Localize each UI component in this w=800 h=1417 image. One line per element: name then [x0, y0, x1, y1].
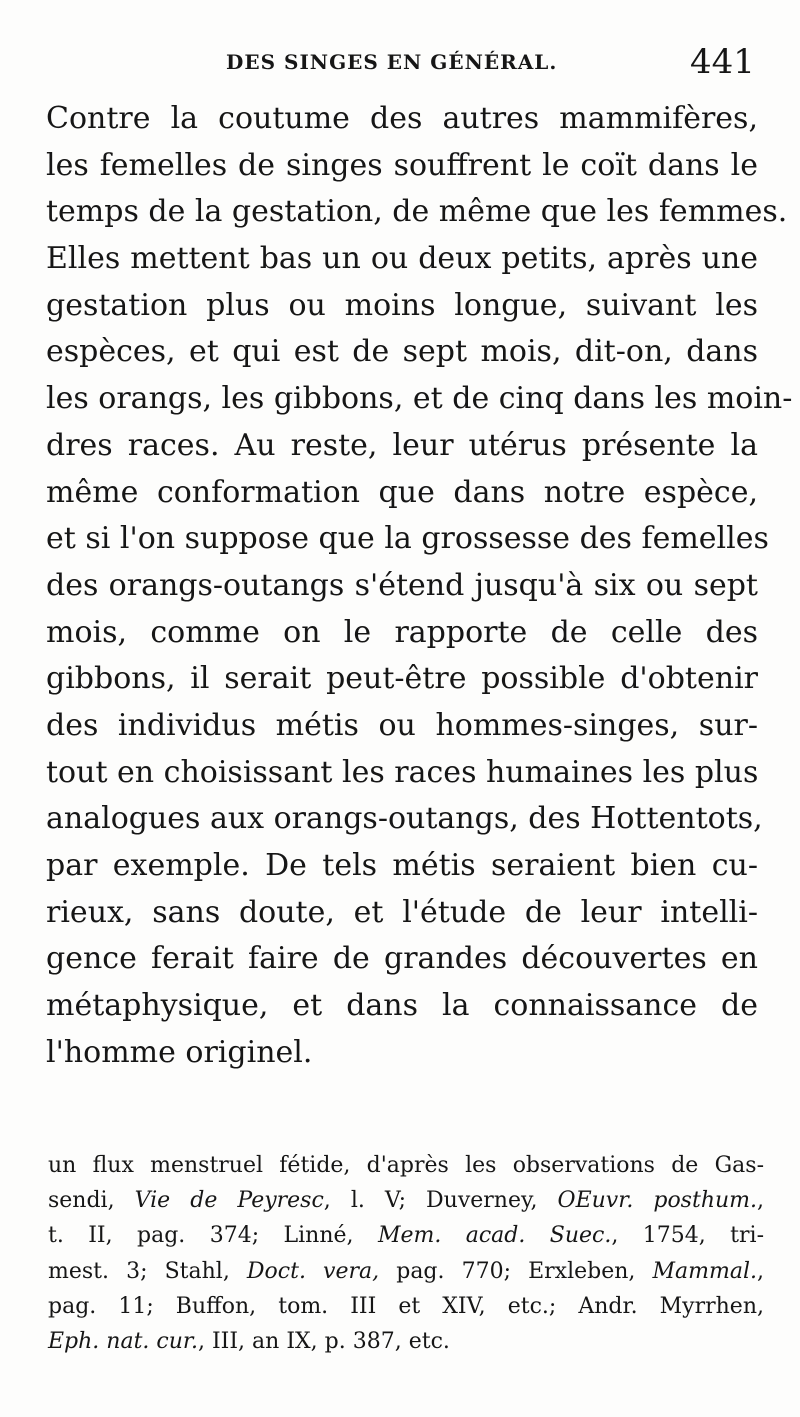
text-line: par exemple. De tels métis seraient bien cu-	[46, 848, 758, 883]
text-line: gibbons, il serait peut-être possible d'obtenir	[46, 661, 758, 697]
text-line: temps de la gestation, de même que les femmes.	[46, 194, 788, 230]
footnote-title: Vie de Peyresc	[134, 1188, 324, 1214]
text-line: tout en choisissant les races humaines les plus	[46, 754, 759, 790]
text-line: Elles mettent bas un ou deux petits, après une	[46, 241, 758, 277]
footnote-text: t. II, pag. 374; Linné,	[48, 1223, 378, 1249]
footnote-text: , 1754, tri-	[611, 1223, 764, 1249]
text-line: gestation plus ou moins longue, suivant les	[46, 287, 758, 323]
footnote-line	[48, 1183, 764, 1218]
text-line: analogues aux orangs-outangs, des Hottentots,	[46, 801, 763, 837]
footnote-title: Eph. nat. cur.	[48, 1328, 198, 1354]
text-line: métaphysique, et dans la connaissance de	[46, 988, 758, 1024]
text-line: les femelles de singes souffrent le coït dans le	[46, 147, 758, 183]
footnote-title: Doct. vera,	[246, 1258, 380, 1284]
footnote-title: OEuvr. posthum.	[557, 1188, 758, 1214]
footnote-line	[48, 1324, 764, 1359]
footnote-line	[48, 1254, 764, 1289]
page-number: 441	[690, 42, 755, 82]
running-head: DES SINGES EN GÉNÉRAL.	[226, 50, 558, 74]
footnote-text: pag. 11; Buffon, tom. III et XIV, etc.; Andr. Myrrhen,	[48, 1293, 764, 1319]
footnote-text: ,	[757, 1188, 765, 1214]
text-line: même conformation que dans notre espèce,	[46, 474, 758, 510]
footnote-text: , III, an IX, p. 387, etc.	[198, 1328, 450, 1354]
body-text	[46, 96, 793, 1076]
text-line: mois, comme on le rapporte de celle des	[46, 614, 758, 650]
footnote-title: Mammal.	[652, 1258, 758, 1284]
page-header	[0, 44, 800, 84]
footnote-title: Mem. acad. Suec.	[377, 1223, 612, 1249]
footnote-line	[48, 1148, 764, 1183]
footnote-text: , l. V; Duverney,	[323, 1188, 558, 1214]
footnote-text: mest. 3; Stahl,	[48, 1258, 247, 1284]
text-line: gence ferait faire de grandes découvertes en	[46, 941, 758, 977]
footnote	[48, 1148, 764, 1359]
footnote-text: ,	[757, 1258, 765, 1284]
text-line: les orangs, les gibbons, et de cinq dans les moin-	[46, 381, 793, 417]
text-line: dres races. Au reste, leur utérus présente la	[46, 427, 758, 463]
text-line: rieux, sans doute, et l'étude de leur intelli-	[46, 894, 758, 930]
text-line: des orangs-outangs s'étend jusqu'à six ou sept	[46, 567, 758, 603]
footnote-text: un flux menstruel fétide, d'après les observations de Gas-	[48, 1153, 764, 1178]
text-line: Contre la coutume des autres mammifères,	[46, 101, 758, 136]
footnote-text: pag. 770; Erxleben,	[379, 1258, 653, 1284]
footnote-line	[48, 1289, 764, 1324]
text-line: des individus métis ou hommes-singes, sur-	[46, 707, 758, 743]
text-line: espèces, et qui est de sept mois, dit-on, dans	[46, 334, 758, 370]
footnote-text: sendi,	[48, 1188, 135, 1214]
text-line: l'homme originel.	[46, 1034, 313, 1070]
text-line: et si l'on suppose que la grossesse des femelles	[46, 521, 769, 557]
footnote-line	[48, 1218, 764, 1253]
